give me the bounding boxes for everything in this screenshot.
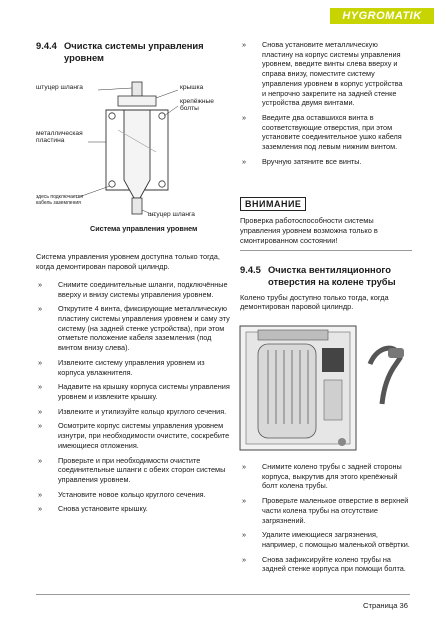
warning-block xyxy=(240,194,412,251)
bullet-mark: » xyxy=(38,279,43,289)
section-945-title: Очистка вентиляционного отверстия на колене трубы xyxy=(268,264,396,287)
section-944-heading xyxy=(36,40,228,64)
bullet-mark: » xyxy=(242,40,247,49)
list-item xyxy=(240,40,408,108)
list-item-text: Снова установите крышку. xyxy=(58,504,148,514)
left-text xyxy=(36,252,232,519)
list-item-text: Вручную затяните все винты. xyxy=(262,156,362,166)
section-945 xyxy=(240,264,410,312)
level-control-figure xyxy=(36,80,228,238)
bullet-mark: » xyxy=(38,382,43,392)
bullet-mark: » xyxy=(38,304,43,314)
list-item xyxy=(36,456,232,485)
label-bolts: крепёжные болты xyxy=(180,98,214,112)
list-item-text: Осмотрите корпус системы управления уровнем изнутри, при необходимости очистите, соскребите имеющиеся отложения. xyxy=(58,421,230,450)
bullet-mark: » xyxy=(38,489,43,499)
housing-shape xyxy=(124,110,150,198)
list-item xyxy=(240,113,408,152)
list-item-text: Проверьте и при необходимости очистите соединительные шланги с обеих сторон системы управления уровнем. xyxy=(58,455,226,484)
bullet-mark: » xyxy=(38,504,43,514)
bullet-mark: » xyxy=(242,462,247,471)
section-945-heading xyxy=(240,264,410,288)
warning-label: ВНИМАНИЕ xyxy=(240,197,306,211)
warning-divider xyxy=(240,250,412,251)
list-item-text: Снимите соединительные шланги, подключённые вверху и внизу системы управления уровнем. xyxy=(58,279,228,299)
list-item xyxy=(240,496,410,525)
list-item xyxy=(240,462,410,491)
left-column xyxy=(36,40,228,64)
bullet-list-944 xyxy=(36,280,232,514)
warning-text: Проверка работоспособности системы управления уровнем возможна только в смонтированном состоянии! xyxy=(240,216,378,245)
page-number: Страница 36 xyxy=(363,601,408,610)
bullet-mark: » xyxy=(38,421,43,431)
bullet-mark: » xyxy=(38,406,43,416)
bullet-mark: » xyxy=(242,112,247,122)
right-column xyxy=(240,40,408,171)
intro-944: Система управления уровнем доступна только тогда, когда демонтирован паровой цилиндр. xyxy=(36,252,220,271)
bullet-mark: » xyxy=(242,496,247,506)
bullet-mark: » xyxy=(242,554,247,564)
list-item-text: Извлеките систему управления уровнем из корпуса увлажнителя. xyxy=(58,357,205,377)
bullet-mark: » xyxy=(242,530,247,540)
label-cover: крышка xyxy=(180,84,204,91)
list-item xyxy=(36,358,232,377)
section-944-number: 9.4.4 xyxy=(36,40,57,51)
bolt-top-left xyxy=(109,113,115,119)
list-item-text: Надавите на крышку корпуса системы управления уровнем и извлеките крышку. xyxy=(58,382,230,401)
list-item-text: Снимите колено трубы с задней стороны корпуса, выкрутив для этого крепёжный болт колена трубы. xyxy=(262,462,402,491)
list-item-text: Снова зафиксируйте колено трубы на задней стенке корпуса при помощи болта. xyxy=(262,554,406,574)
list-item xyxy=(36,504,232,514)
list-item xyxy=(36,304,232,353)
bullet-list-944-continued xyxy=(240,40,408,166)
humidifier-photo xyxy=(238,324,408,452)
label-ground-note: здесь подключается кабель заземления xyxy=(36,194,83,206)
right-bullets-945 xyxy=(240,462,410,579)
bullet-mark: » xyxy=(38,455,43,465)
list-item xyxy=(36,421,232,450)
list-item xyxy=(240,530,410,549)
bottom-hose-nozzle xyxy=(132,198,142,214)
footer-divider xyxy=(36,594,410,595)
bullet-list-945 xyxy=(240,462,410,574)
cover-shape xyxy=(118,96,156,106)
top-hose-nozzle xyxy=(132,82,142,96)
list-item-text: Проверьте маленькое отверстие в верхней части колена трубы на отсутствие загрязнений. xyxy=(262,496,409,525)
list-item-text: Открутите 4 винта, фиксирующие металлическую пластину системы управления уровнем и саму эту систему (на задней стенке устройства), при этом отметьте положение кабеля заземления (под винтом внизу слева). xyxy=(58,304,230,353)
hygromatik-logo: HYGROMATIK xyxy=(330,8,434,24)
section-945-number: 9.4.5 xyxy=(240,264,261,275)
list-item xyxy=(240,157,408,167)
intro-945: Колено трубы доступно только тогда, когда демонтирован паровой цилиндр. xyxy=(240,292,389,312)
bolt-bottom-right xyxy=(159,181,165,187)
label-metal-plate: металлическая пластина xyxy=(36,130,83,144)
list-item-text: Введите два оставшихся винта в соответствующие отверстия, при этом установите соединительное ушко кабеля заземления под левым нижним винтом. xyxy=(262,112,402,152)
list-item xyxy=(36,280,232,299)
list-item xyxy=(36,382,232,401)
bullet-mark: » xyxy=(38,357,43,367)
list-item-text: Снова установите металлическую пластину на корпус системы управления уровнем, введите винты слева вверху и справа внизу, поместите систему управления уровнем в корпус устройства и непрочно закрепите на задней стенке устройства двумя винтами. xyxy=(262,40,403,108)
label-hose-bottom: штуцер шланга xyxy=(148,211,195,218)
figure-caption: Система управления уровнем xyxy=(90,224,198,233)
humidifier-illustration xyxy=(238,324,408,452)
list-item-text: Извлеките и утилизуйте кольцо круглого сечения. xyxy=(58,406,227,416)
list-item xyxy=(240,555,410,574)
section-944-title: Очистка системы управления уровнем xyxy=(64,40,204,63)
list-item-text: Удалите имеющиеся загрязнения, например, с помощью маленькой отвёртки. xyxy=(262,530,410,549)
list-item xyxy=(36,490,232,500)
list-item-text: Установите новое кольцо круглого сечения. xyxy=(58,489,206,499)
label-hose-top: штуцер шланга xyxy=(36,84,83,91)
bullet-mark: » xyxy=(242,156,247,166)
list-item xyxy=(36,407,232,417)
